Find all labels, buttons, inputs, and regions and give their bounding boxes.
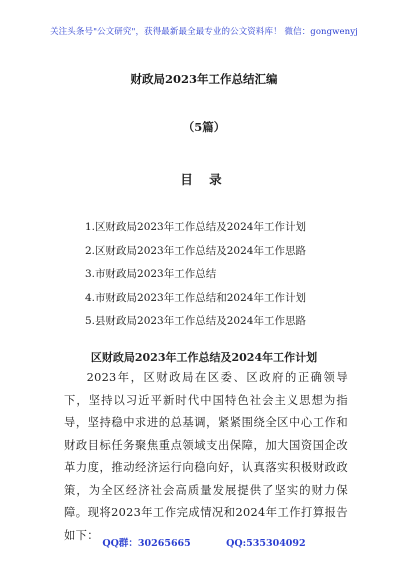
toc-item: 3.市财政局2023年工作总结 (85, 268, 217, 280)
toc-item: 2.区财政局2023年工作总结及2024年工作思路 (85, 244, 306, 257)
document-title: 财政局2023年工作总结汇编 (130, 72, 278, 86)
qq-group-text: QQ群：30265665 (102, 538, 191, 549)
table-of-contents (85, 219, 306, 337)
toc-item: 4.市财政局2023年工作总结和2024年工作计划 (85, 291, 306, 304)
toc-heading: 目 录 (180, 172, 228, 187)
body-paragraph: 2023年，区财政局在区委、区政府的正确领导下，坚持以习近平新时代中国特色社会主义思想为指导，坚持稳中求进的总基调，紧紧围绕全区中心工作和财政目标任务聚焦重点领域支出保障，加大国资国企改革力度，推动经济运行向稳向好，认真落实积极财政政策，为全区经济社会高质量发展提供了坚实的财力保障。现将2023年工作完成情况和2024年工作打算报告如下： (64, 371, 348, 542)
article-count: （5篇） (182, 120, 226, 134)
qq-text: QQ:535304092 (226, 538, 306, 549)
toc-item: 1.区财政局2023年工作总结及2024年工作计划 (85, 221, 306, 233)
footer-contact (0, 535, 408, 549)
section-title: 区财政局2023年工作总结及2024年工作计划 (90, 351, 318, 364)
toc-item: 5.县财政局2023年工作总结及2024年工作思路 (85, 315, 306, 327)
header-banner: 关注头条号"公文研究"，获得最新最全最专业的公文资料库！ 微信：gongwenyj (50, 27, 358, 37)
